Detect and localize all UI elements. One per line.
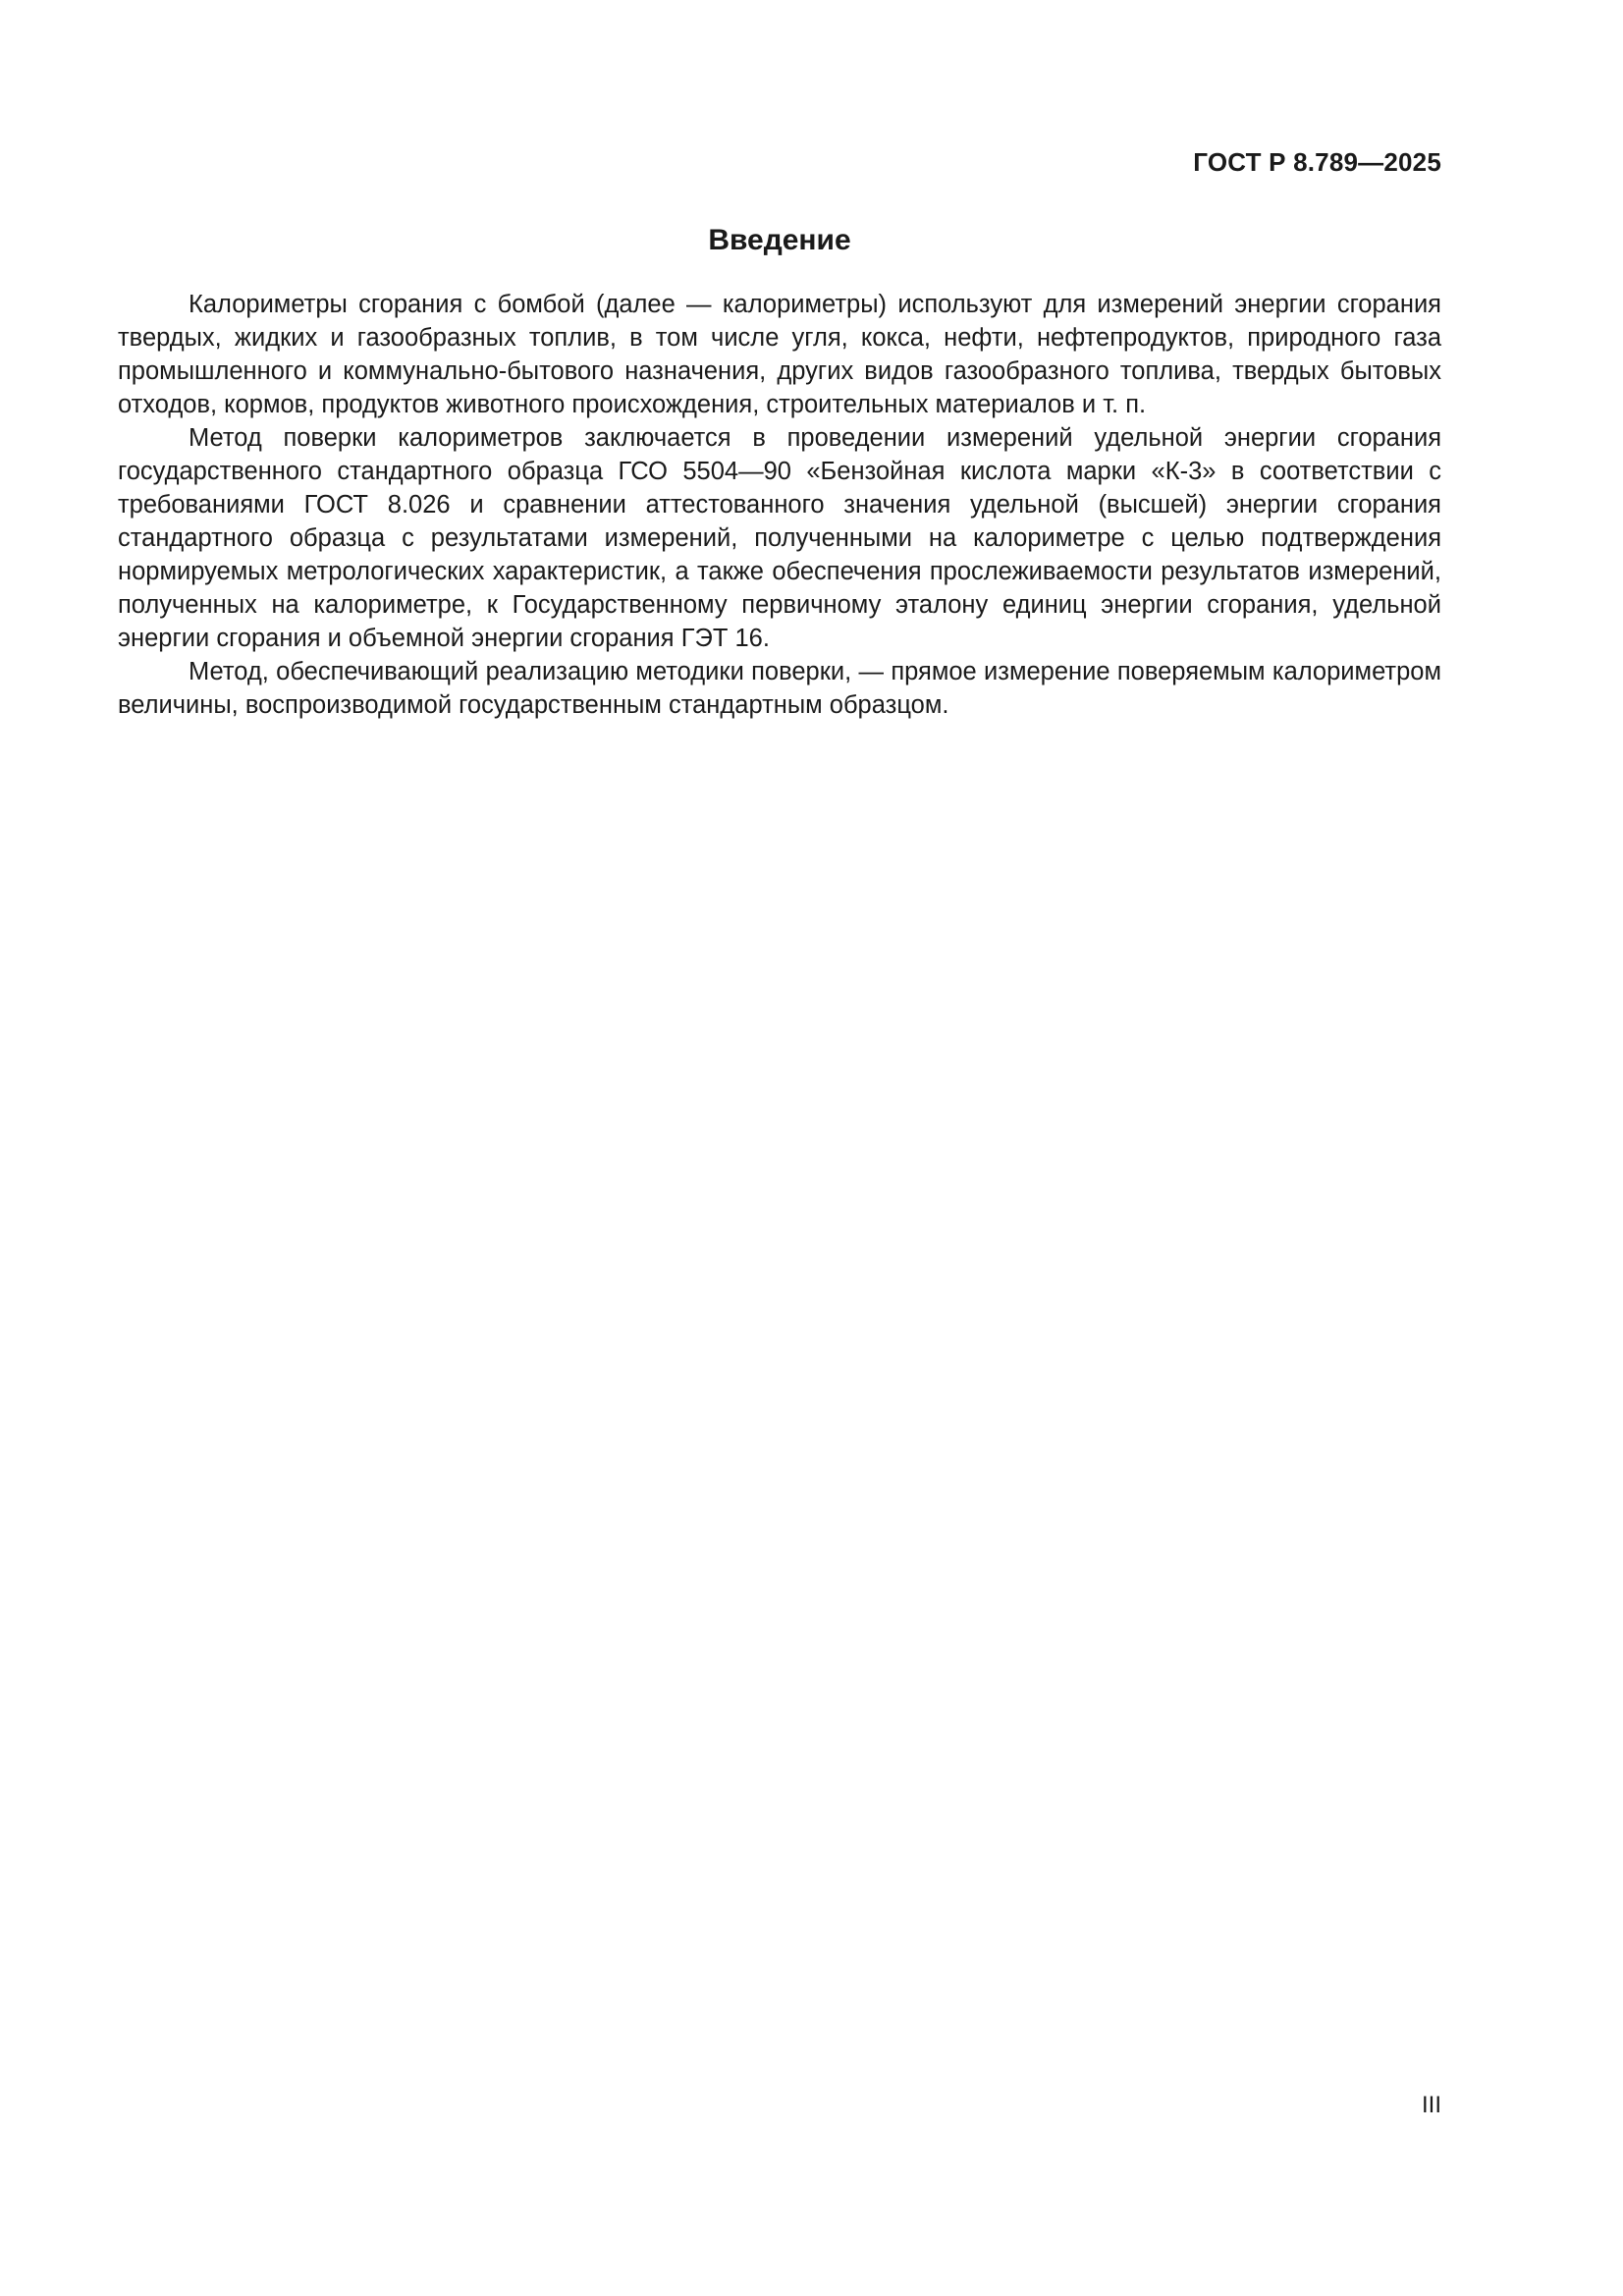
document-id: ГОСТ Р 8.789—2025 (1193, 147, 1441, 177)
paragraph: Метод поверки калориметров заключается в проведении измерений удельной энергии сгорания государственного стандартного образца ГСО 5504—90 «Бензойная кислота марки «К-3» в соответствии с требованиями ГОСТ 8.026 и сравнении аттестованного значения удельной (высшей) энергии сгорания стандартного образца с результатами измерений, полученными на калориметре с целью подтверждения нормируемых метрологических характеристик, а также обеспечения прослеживаемости результатов измерений, полученных на калориметре, к Государственному первичному эталону единиц энергии сгорания, удельной энергии сгорания и объемной энергии сгорания ГЭТ 16. (118, 424, 1441, 652)
paragraph: Калориметры сгорания с бомбой (далее — калориметры) используют для измерений энергии сгорания твердых, жидких и газообразных топлив, в том числе угля, кокса, нефти, нефтепродуктов, природного газа промышленного и коммунально-бытового назначения, других видов газообразного топлива, твердых бытовых отходов, кормов, продуктов животного происхождения, строительных материалов и т. п. (118, 291, 1441, 418)
page-number: III (1421, 2092, 1441, 2118)
section-title: Введение (708, 224, 851, 256)
section-body (118, 288, 1441, 722)
paragraph: Метод, обеспечивающий реализацию методики поверки, — прямое измерение поверяемым калориметром величины, воспроизводимой государственным стандартным образцом. (118, 658, 1441, 719)
